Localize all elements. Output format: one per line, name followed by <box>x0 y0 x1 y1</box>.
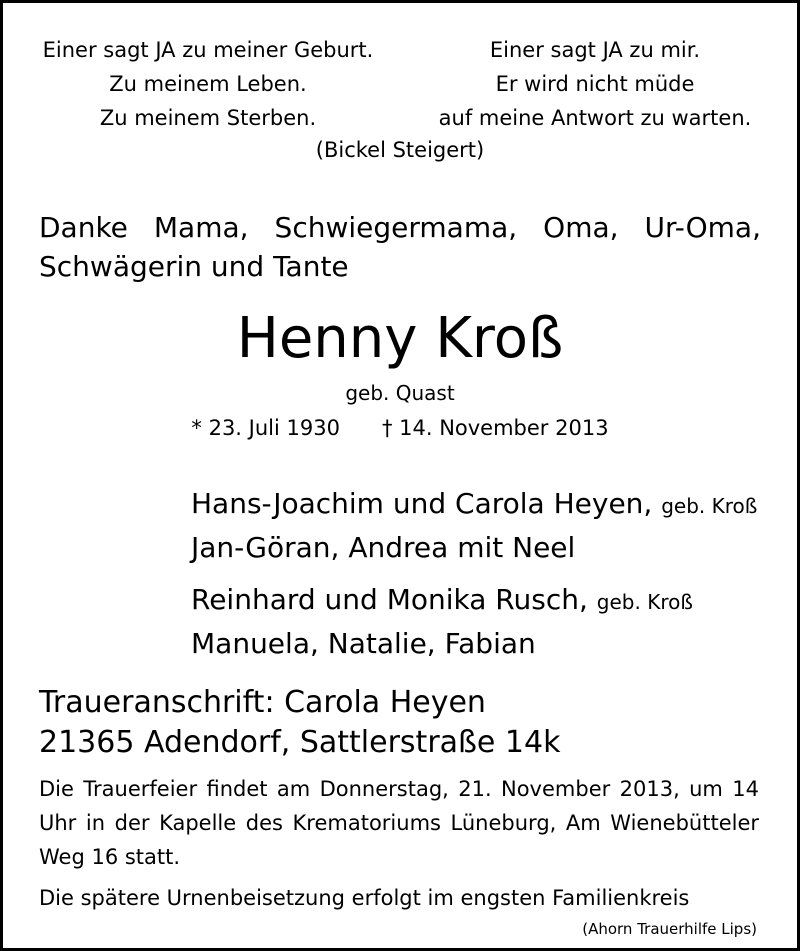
intro-text: Danke Mama, Schwiegermama, Oma, Ur-Oma, Schwägerin und Tante <box>39 211 761 283</box>
poem-line: auf meine Antwort zu warten. <box>438 106 752 130</box>
family-list <box>191 483 757 665</box>
family-names: Reinhard und Monika Rusch, <box>191 583 588 616</box>
family-names: Hans-Joachim und Carola Heyen, <box>191 487 653 520</box>
address-line: Traueranschrift: Carola Heyen <box>39 685 486 720</box>
urn-text: Die spätere Urnenbeisetzung erfolgt im engsten Familienkreis <box>39 886 690 910</box>
poem-author: (Bickel Steigert) <box>315 138 485 162</box>
life-dates <box>3 416 797 440</box>
death-date: † 14. November 2013 <box>381 416 609 440</box>
deceased-name: Henny Kroß <box>236 306 564 371</box>
family-note: geb. Kroß <box>661 494 758 518</box>
birth-name: geb. Quast <box>345 381 455 405</box>
address-line: 21365 Adendorf, Sattlerstraße 14k <box>39 725 561 760</box>
poem-line: Er wird nicht müde <box>495 72 695 96</box>
poem-left-column <box>23 33 393 135</box>
poem-line: Einer sagt JA zu mir. <box>489 38 701 62</box>
family-note: geb. Kroß <box>596 590 693 614</box>
service-text: Die Trauerfeier findet am Donnerstag, 21. November 2013, um 14 Uhr in der Kapelle des Krematoriums Lüneburg, Am Wienebütteler Weg 16 statt. <box>39 777 759 869</box>
poem-line: Zu meinem Leben. <box>109 72 307 96</box>
poem-line: Zu meinem Sterben. <box>99 106 317 130</box>
birth-date: * 23. Juli 1930 <box>191 416 340 440</box>
family-line <box>191 579 757 623</box>
undertaker-credit: (Ahorn Trauerhilfe Lips) <box>582 920 757 938</box>
mourning-address <box>39 683 560 763</box>
family-line: Manuela, Natalie, Fabian <box>191 627 536 660</box>
poem-line: Einer sagt JA zu meiner Geburt. <box>42 38 374 62</box>
poem-right-column <box>413 33 777 135</box>
family-line: Jan-Göran, Andrea mit Neel <box>191 531 576 564</box>
family-line <box>191 483 757 527</box>
